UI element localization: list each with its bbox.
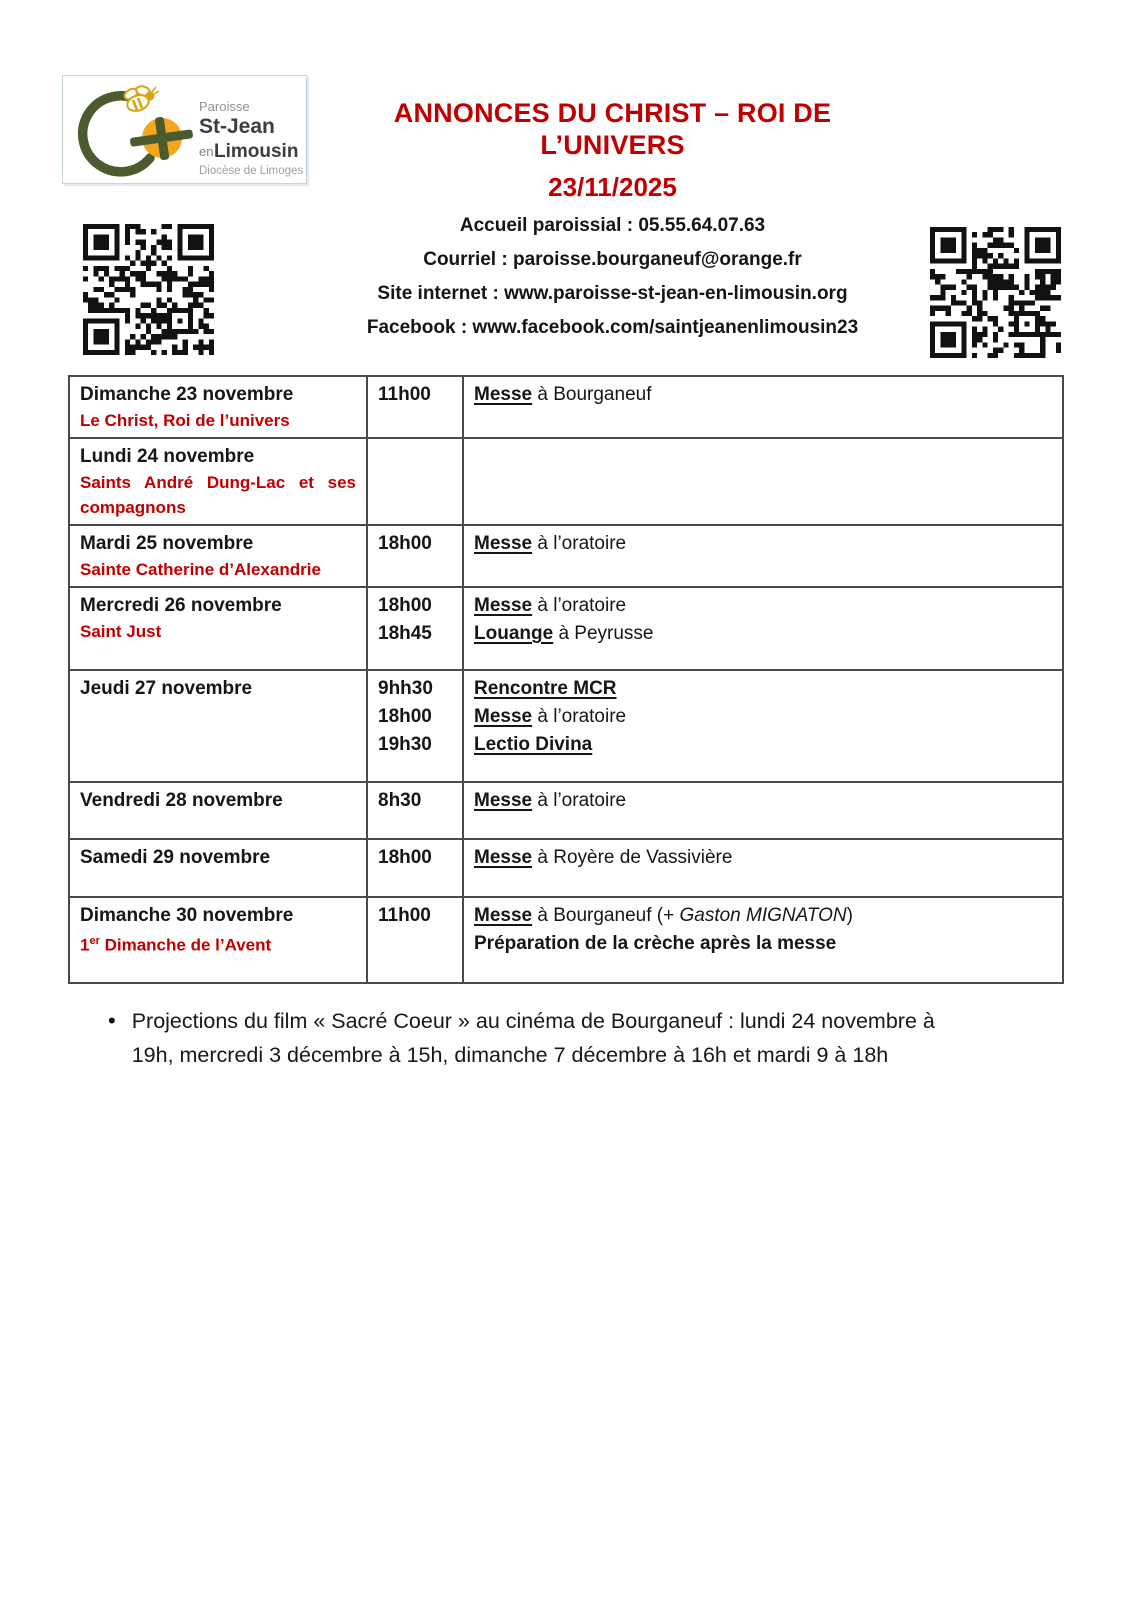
event-title: Messe bbox=[474, 847, 533, 868]
event-entry bbox=[474, 592, 1052, 620]
logo-text-limousin: Limousin bbox=[214, 141, 299, 162]
event-detail: à Royère de Vassivière bbox=[532, 847, 733, 868]
logo-text-diocese: Diocèse de Limoges bbox=[199, 165, 304, 177]
event-cell bbox=[463, 438, 1063, 525]
event-date: Mardi 25 novembre bbox=[80, 533, 254, 554]
schedule-row bbox=[69, 839, 1063, 897]
note-item bbox=[102, 1004, 1042, 1072]
event-date: Mercredi 26 novembre bbox=[80, 595, 282, 616]
page-title: ANNONCES DU CHRIST – ROI DE L’UNIVERS bbox=[393, 98, 832, 160]
event-detail: à l’oratoire bbox=[532, 790, 627, 811]
event-entry bbox=[474, 844, 1052, 872]
feast-label: 1er Dimanche de l’Avent bbox=[80, 935, 272, 955]
time-cell bbox=[367, 897, 463, 983]
feast-label: Saints André Dung-Lac et ses compagnons bbox=[80, 473, 356, 517]
event-detail-italic: Gaston MIGNATON bbox=[679, 905, 847, 926]
schedule-row bbox=[69, 525, 1063, 587]
header bbox=[320, 97, 905, 345]
event-time bbox=[378, 930, 452, 958]
event-date: Lundi 24 novembre bbox=[80, 446, 255, 467]
event-detail: à Bourganeuf (+ bbox=[532, 905, 680, 926]
event-entry bbox=[474, 787, 1052, 815]
logo-text-paroisse: Paroisse bbox=[199, 99, 250, 114]
event-entry bbox=[474, 675, 1052, 703]
event-date: Dimanche 23 novembre bbox=[80, 384, 294, 405]
event-entry bbox=[474, 930, 1052, 958]
date-cell bbox=[69, 438, 367, 525]
logo-text-stjean: St-Jean bbox=[199, 115, 275, 138]
note-text: Projections du film « Sacré Coeur » au cinéma de Bourganeuf : lundi 24 novembre à 19h, mercredi 3 décembre à 15h, dimanche 7 décembre à 16h et mardi 9 à 18h bbox=[131, 1009, 935, 1067]
event-date: Vendredi 28 novembre bbox=[80, 790, 283, 811]
feast-label: Sainte Catherine d’Alexandrie bbox=[80, 560, 321, 579]
time-cell bbox=[367, 376, 463, 438]
event-title: Messe bbox=[474, 706, 533, 727]
date-cell bbox=[69, 376, 367, 438]
event-entry bbox=[474, 703, 1052, 731]
event-title: Lectio Divina bbox=[474, 734, 593, 755]
event-time: 18h00 bbox=[378, 706, 432, 727]
contact-website: Site internet : www.paroisse-st-jean-en-limousin.org bbox=[377, 283, 848, 304]
time-cell bbox=[367, 438, 463, 525]
event-entry bbox=[474, 381, 1052, 409]
event-cell bbox=[463, 782, 1063, 839]
event-date: Dimanche 30 novembre bbox=[80, 905, 294, 926]
event-date: Jeudi 27 novembre bbox=[80, 678, 253, 699]
event-cell bbox=[463, 897, 1063, 983]
event-detail: à Peyrusse bbox=[553, 623, 654, 644]
event-entry bbox=[474, 530, 1052, 558]
schedule-row bbox=[69, 438, 1063, 525]
date-cell bbox=[69, 587, 367, 670]
event-title: Louange bbox=[474, 623, 554, 644]
event-detail: à l’oratoire bbox=[532, 533, 627, 554]
event-detail-bold: Préparation de la crèche après la messe bbox=[474, 933, 837, 954]
event-title: Messe bbox=[474, 384, 533, 405]
qr-code-left-icon bbox=[80, 224, 217, 355]
event-cell bbox=[463, 525, 1063, 587]
page-date: 23/11/2025 bbox=[548, 172, 677, 202]
schedule-row bbox=[69, 587, 1063, 670]
feast-label: Saint Just bbox=[80, 622, 162, 641]
schedule-row bbox=[69, 782, 1063, 839]
event-cell bbox=[463, 376, 1063, 438]
date-cell bbox=[69, 782, 367, 839]
event-time: 18h00 bbox=[378, 595, 432, 616]
event-time: 9hh30 bbox=[378, 678, 433, 699]
parish-logo bbox=[62, 75, 307, 184]
logo-cross-icon bbox=[127, 113, 195, 164]
time-cell bbox=[367, 670, 463, 782]
feast-label: Le Christ, Roi de l’univers bbox=[80, 411, 290, 430]
date-cell bbox=[69, 839, 367, 897]
event-time: 18h00 bbox=[378, 533, 432, 554]
logo-text-en: en bbox=[199, 144, 214, 159]
schedule-row bbox=[69, 670, 1063, 782]
schedule-row bbox=[69, 897, 1063, 983]
event-entry bbox=[474, 902, 1052, 930]
contact-facebook: Facebook : www.facebook.com/saintjeanenlimousin23 bbox=[366, 317, 859, 338]
event-time: 8h30 bbox=[378, 790, 422, 811]
schedule-table bbox=[68, 375, 1064, 984]
date-cell bbox=[69, 525, 367, 587]
event-time: 19h30 bbox=[378, 734, 432, 755]
bee-icon bbox=[123, 85, 159, 114]
event-entry bbox=[474, 731, 1052, 759]
time-cell bbox=[367, 587, 463, 670]
schedule-row bbox=[69, 376, 1063, 438]
event-entry bbox=[474, 620, 1052, 648]
event-title: Messe bbox=[474, 533, 533, 554]
parish-logo-graphic bbox=[63, 76, 306, 183]
notes-section bbox=[102, 1004, 1042, 1072]
event-cell bbox=[463, 670, 1063, 782]
event-time: 18h45 bbox=[378, 623, 432, 644]
date-cell bbox=[69, 670, 367, 782]
event-time: 18h00 bbox=[378, 847, 432, 868]
bullet-icon: • bbox=[108, 1008, 116, 1033]
time-cell bbox=[367, 839, 463, 897]
event-detail: à l’oratoire bbox=[532, 706, 627, 727]
event-detail: à l’oratoire bbox=[532, 595, 627, 616]
event-detail: ) bbox=[846, 905, 853, 926]
contact-phone: Accueil paroissial : 05.55.64.07.63 bbox=[459, 215, 766, 236]
event-time: 11h00 bbox=[378, 384, 431, 405]
event-cell bbox=[463, 839, 1063, 897]
event-date: Samedi 29 novembre bbox=[80, 847, 271, 868]
event-title: Messe bbox=[474, 595, 533, 616]
date-cell bbox=[69, 897, 367, 983]
contact-email: Courriel : paroisse.bourganeuf@orange.fr bbox=[423, 249, 802, 270]
event-title: Rencontre MCR bbox=[474, 678, 617, 699]
qr-code-right-icon bbox=[930, 227, 1061, 358]
time-cell bbox=[367, 782, 463, 839]
event-title: Messe bbox=[474, 790, 533, 811]
event-title: Messe bbox=[474, 905, 533, 926]
event-cell bbox=[463, 587, 1063, 670]
qr-code-right bbox=[930, 227, 1061, 358]
qr-code-left bbox=[80, 224, 217, 355]
contact-block bbox=[320, 209, 905, 345]
event-detail: à Bourganeuf bbox=[532, 384, 652, 405]
time-cell bbox=[367, 525, 463, 587]
event-time: 11h00 bbox=[378, 905, 431, 926]
